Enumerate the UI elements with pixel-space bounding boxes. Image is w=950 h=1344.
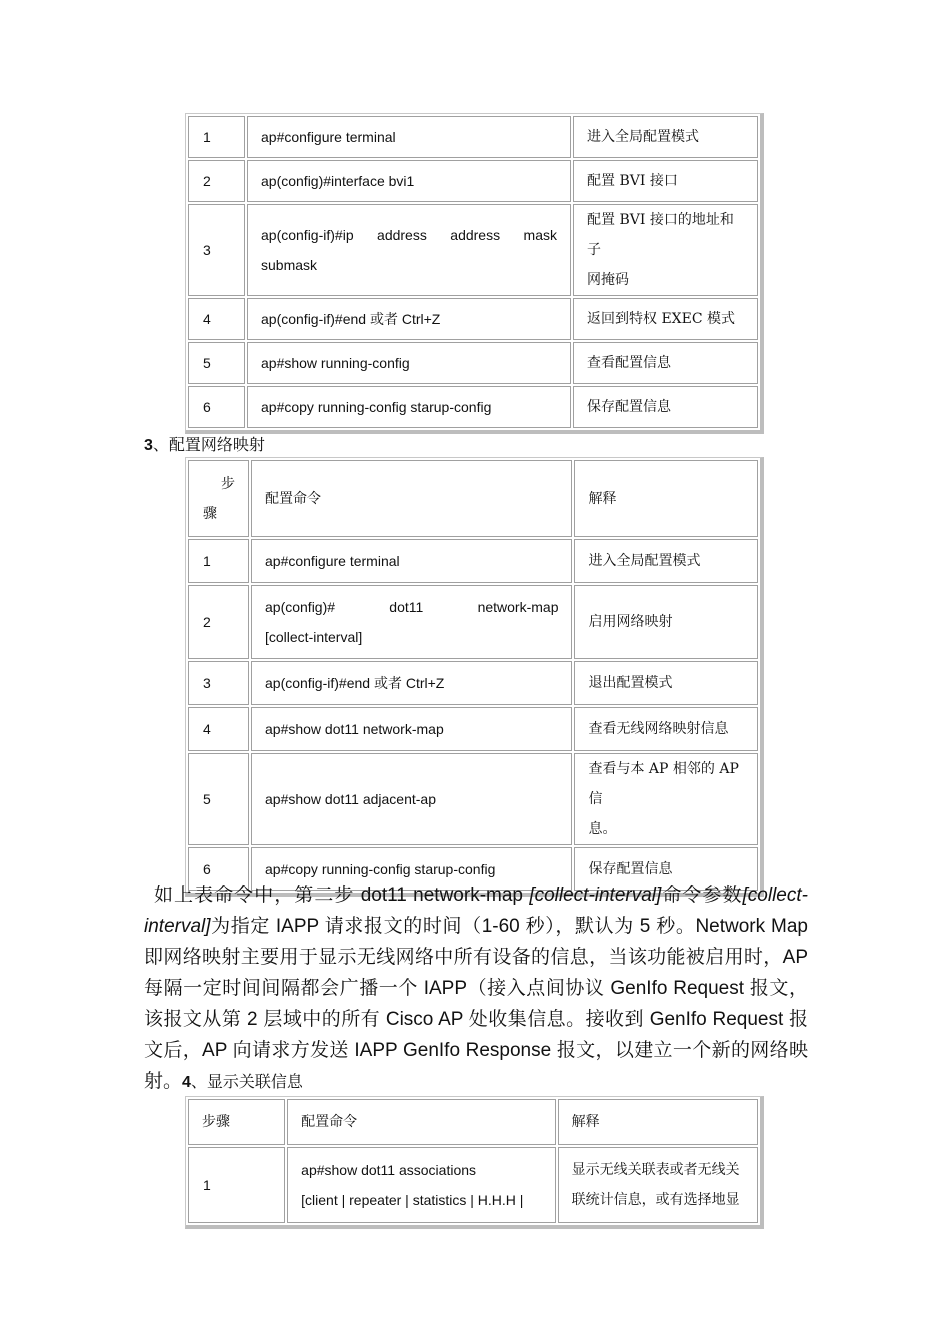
step-cell: 1: [188, 1147, 285, 1223]
command-line: [collect-interval]: [265, 629, 363, 645]
description-line: 息。: [588, 821, 617, 837]
step-cell: 1: [188, 539, 249, 583]
header-step-line: 步: [221, 475, 235, 492]
section-title: 、显示关联信息: [190, 1072, 303, 1091]
association-table: [185, 1096, 764, 1229]
table-row: [188, 160, 758, 202]
description-cell: [573, 204, 758, 296]
description-cell: 查看配置信息: [573, 342, 758, 384]
step-cell: 5: [188, 753, 249, 845]
description-cell: 返回到特权 EXEC 模式: [573, 298, 758, 340]
description-cell: 退出配置模式: [574, 661, 758, 705]
section-heading-3: [144, 432, 265, 455]
description-cell: 配置 BVI 接口: [573, 160, 758, 202]
description-cell: [558, 1147, 758, 1223]
paragraph-text: 为指定 IAPP 请求报文的时间（1-60 秒），默认为 5 秒。Network Map 即网络映射主要用于显示无线网络中所有设备的信息，当该功能被启用时，AP 每隔一定时间间隔都会广播一个 IAPP（接入点间协议 GenIfo Request 报文，该报文从第 2 层域中的所有 Cisco AP 处收集信息。接收到 GenIfo Request 报文后，AP 向请求方发送 IAPP GenIfo Response 报文，以建立一个新的网络映射。: [144, 916, 808, 1092]
table-row: [188, 539, 758, 583]
config-table-network-map: [185, 457, 764, 897]
command-cell: ap#copy running-config starup-config: [247, 386, 571, 428]
step-cell: 3: [188, 204, 245, 296]
section-number: 4: [182, 1074, 191, 1091]
section-title: 、配置网络映射: [152, 435, 265, 454]
header-description: 解释: [574, 460, 758, 537]
command-cell: ap#show dot11 adjacent-ap: [251, 753, 572, 845]
step-cell: 2: [188, 160, 245, 202]
table-row: [188, 753, 758, 845]
table-row: [188, 298, 758, 340]
table-header-row: [188, 460, 758, 537]
paragraph-param: [collect-interval]: [144, 885, 808, 937]
table-row: [188, 116, 758, 158]
step-cell: 6: [188, 847, 249, 891]
header-step-line: 骤: [203, 505, 217, 522]
step-cell: 1: [188, 116, 245, 158]
step-cell: 5: [188, 342, 245, 384]
table-row: [188, 1147, 758, 1223]
description-cell: 启用网络映射: [574, 585, 758, 659]
header-command: 配置命令: [287, 1099, 555, 1145]
explanation-paragraph: [144, 880, 808, 1098]
table-row: [188, 386, 758, 428]
header-description: 解释: [558, 1099, 758, 1145]
header-step: 步骤: [188, 1099, 285, 1145]
table-row: [188, 585, 758, 659]
command-cell: ap#copy running-config starup-config: [251, 847, 572, 891]
description-cell: [574, 753, 758, 845]
description-cell: 查看无线网络映射信息: [574, 707, 758, 751]
command-cell: ap#configure terminal: [251, 539, 572, 583]
step-cell: 4: [188, 707, 249, 751]
description-line: 显示无线关联表或者无线关: [571, 1162, 740, 1178]
description-line: 配置 BVI 接口的地址和子: [587, 212, 734, 258]
command-cell: ap#show dot11 network-map: [251, 707, 572, 751]
table-row: [188, 707, 758, 751]
command-line: [client | repeater | statistics | H.H.H |: [301, 1192, 524, 1208]
section-heading-4: [182, 1072, 303, 1091]
command-cell: [251, 585, 572, 659]
description-cell: 进入全局配置模式: [574, 539, 758, 583]
description-cell: 进入全局配置模式: [573, 116, 758, 158]
command-cell: ap(config)#interface bvi1: [247, 160, 571, 202]
description-cell: 保存配置信息: [574, 847, 758, 891]
paragraph-param: [collect-interval]: [529, 885, 662, 906]
description-line: 查看与本 AP 相邻的 AP 信: [588, 761, 739, 807]
command-line: ap(config)# dot11 network-map: [265, 599, 559, 615]
header-command: 配置命令: [251, 460, 572, 537]
command-cell: ap(config-if)#end 或者 Ctrl+Z: [247, 298, 571, 340]
table-row: [188, 661, 758, 705]
section-number: 3: [144, 437, 153, 454]
command-line: ap#show dot11 associations: [301, 1162, 477, 1178]
command-cell: [247, 204, 571, 296]
step-cell: 4: [188, 298, 245, 340]
command-cell: ap#show running-config: [247, 342, 571, 384]
description-line: 网掩码: [587, 272, 629, 288]
command-cell: [287, 1147, 555, 1223]
command-cell: ap#configure terminal: [247, 116, 571, 158]
step-cell: 2: [188, 585, 249, 659]
description-cell: 保存配置信息: [573, 386, 758, 428]
config-table-bvi: [185, 113, 764, 434]
header-step: [188, 460, 249, 537]
command-cell: ap(config-if)#end 或者 Ctrl+Z: [251, 661, 572, 705]
paragraph-text: 如上表命令中，第二步 dot11 network-map: [154, 885, 530, 906]
step-cell: 3: [188, 661, 249, 705]
command-line: submask: [261, 257, 318, 273]
table-row: [188, 204, 758, 296]
description-line: 联统计信息，或有选择地显: [571, 1192, 740, 1208]
command-line: ap(config-if)#ip address address mask: [261, 227, 557, 243]
step-cell: 6: [188, 386, 245, 428]
paragraph-text: 命令参数: [661, 885, 743, 906]
table-header-row: [188, 1099, 758, 1145]
table-row: [188, 342, 758, 384]
